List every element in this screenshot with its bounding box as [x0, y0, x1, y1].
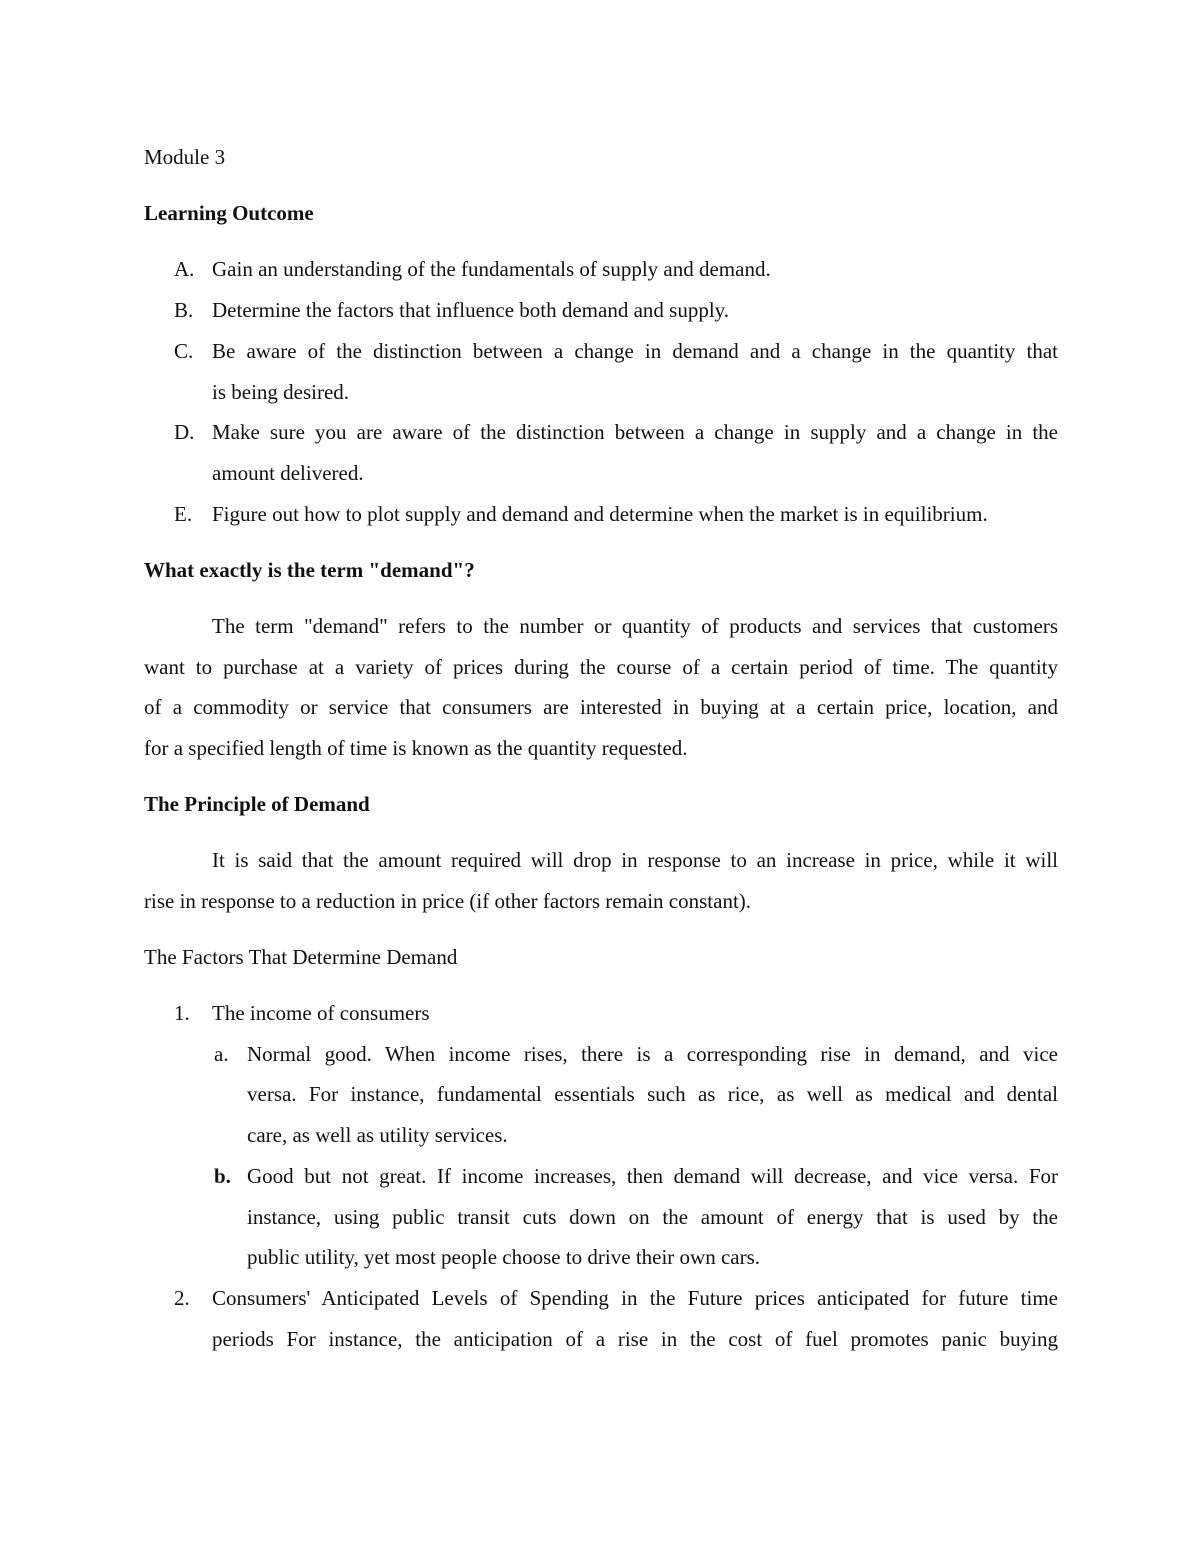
- principle-paragraph-line-2: rise in response to a reduction in price (if other factors remain constant).: [144, 889, 752, 913]
- factor-sub-b-line-2: instance, using public transit cuts down on the amount of energy that is used by the: [247, 1205, 1058, 1229]
- demand-paragraph-line-4: for a specified length of time is known as the quantity requested.: [144, 736, 688, 760]
- principle-heading: The Principle of Demand: [144, 792, 370, 816]
- outcome-marker-d: D.: [174, 420, 195, 444]
- learning-outcome-heading: Learning Outcome: [144, 201, 314, 225]
- demand-heading: What exactly is the term "demand"?: [144, 558, 475, 582]
- factor-sub-a-line-3: care, as well as utility services.: [247, 1123, 508, 1147]
- factor-marker-1: 1.: [174, 1001, 190, 1025]
- demand-paragraph-line-2: want to purchase at a variety of prices during the course of a certain period of time. The quantity: [144, 655, 1058, 679]
- factor-sub-marker-b: b.: [214, 1164, 231, 1188]
- outcome-marker-a: A.: [174, 257, 195, 281]
- outcome-item-a: Gain an understanding of the fundamentals of supply and demand.: [212, 257, 771, 281]
- factor-item-2-line-2: periods For instance, the anticipation of a rise in the cost of fuel promotes panic buying: [212, 1327, 1058, 1351]
- factor-item-1: The income of consumers: [212, 1001, 430, 1025]
- principle-paragraph-line-1: It is said that the amount required will drop in response to an increase in price, while it will: [212, 848, 1058, 872]
- demand-paragraph-line-1: The term "demand" refers to the number or quantity of products and services that customers: [212, 614, 1058, 638]
- outcome-item-d-line-1: Make sure you are aware of the distinction between a change in supply and a change in the: [212, 420, 1058, 444]
- module-title: Module 3: [144, 145, 226, 169]
- demand-paragraph-line-3: of a commodity or service that consumers are interested in buying at a certain price, location, and: [144, 695, 1058, 719]
- factor-sub-marker-a: a.: [214, 1042, 229, 1066]
- factor-sub-b-line-1: Good but not great. If income increases, then demand will decrease, and vice versa. For: [247, 1164, 1058, 1188]
- factor-sub-a-line-2: versa. For instance, fundamental essentials such as rice, as well as medical and dental: [247, 1082, 1058, 1106]
- outcome-item-d-line-2: amount delivered.: [212, 461, 364, 485]
- factors-heading: The Factors That Determine Demand: [144, 945, 458, 969]
- outcome-item-c-line-2: is being desired.: [212, 380, 350, 404]
- outcome-item-b: Determine the factors that influence both demand and supply.: [212, 298, 730, 322]
- outcome-marker-e: E.: [174, 502, 193, 526]
- outcome-marker-b: B.: [174, 298, 194, 322]
- factor-sub-a-line-1: Normal good. When income rises, there is a corresponding rise in demand, and vice: [247, 1042, 1058, 1066]
- factor-marker-2: 2.: [174, 1286, 190, 1310]
- outcome-item-e: Figure out how to plot supply and demand and determine when the market is in equilibrium.: [212, 502, 988, 526]
- outcome-item-c-line-1: Be aware of the distinction between a change in demand and a change in the quantity that: [212, 339, 1058, 363]
- outcome-marker-c: C.: [174, 339, 194, 363]
- factor-sub-b-line-3: public utility, yet most people choose to drive their own cars.: [247, 1245, 761, 1269]
- factor-item-2-line-1: Consumers' Anticipated Levels of Spending in the Future prices anticipated for future time: [212, 1286, 1058, 1310]
